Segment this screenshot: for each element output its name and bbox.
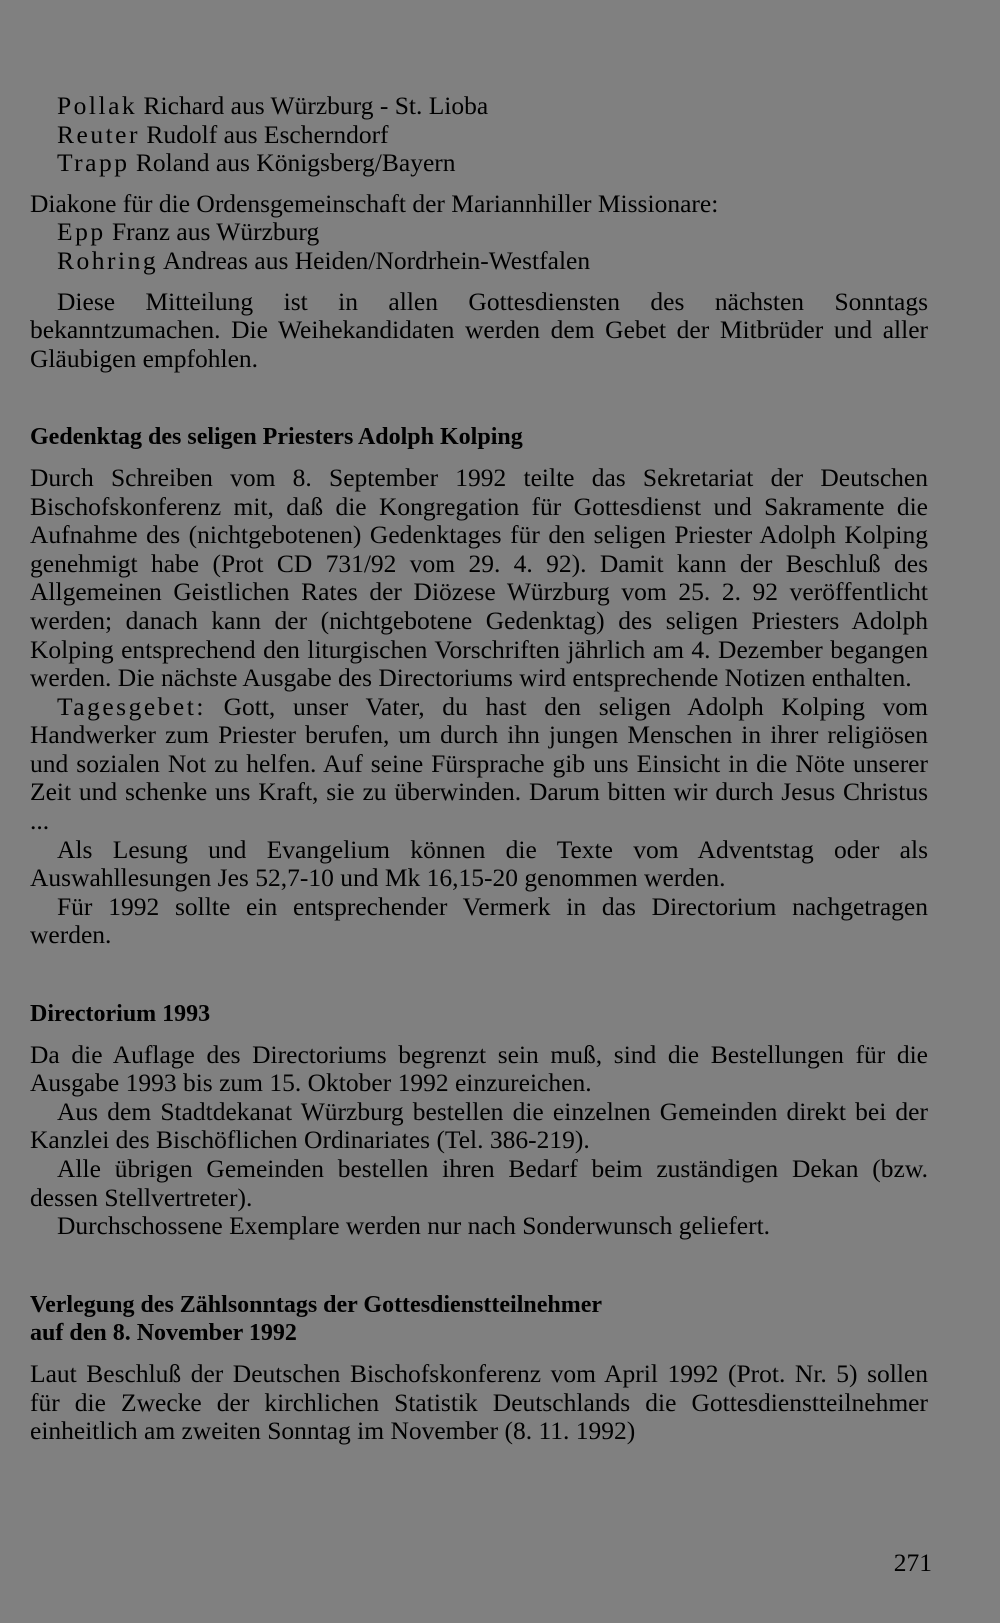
section-title-kolping: Gedenktag des seligen Priesters Adolph Kolping	[30, 424, 523, 451]
candidate-line	[57, 218, 928, 247]
kolping-paragraph: Durch Schreiben vom 8. September 1992 teilte das Sekretariat der Deutschen Bischofskonferenz mit, daß die Kongregation für Gottesdienst und Sakramente die Aufnahme des (nichtgebotenen) Gedenktages für den seligen Priester Adolph Kolping genehmigt habe (Prot CD 731/92 vom 29. 4. 92). Damit kann der Beschluß des Allgemeinen Geistlichen Rates der Diözese Würzburg vom 25. 2. 92 veröffentlicht werden; danach kann der (nichtgebotene Gedenktag) des seligen Priesters Adolph Kolping entsprechend den liturgischen Vorschriften jährlich am 4. Dezember begangen werden. Die nächste Ausgabe des Directoriums wird entsprechende Notizen enthalten.	[30, 462, 928, 693]
candidate-surname: Pollak	[57, 91, 138, 120]
mariannhill-list	[30, 218, 928, 275]
section-title-line: Verlegung des Zählsonntags der Gottesdienstteilnehmer	[30, 1291, 603, 1318]
candidate-details: Richard aus Würzburg - St. Lioba	[137, 91, 489, 120]
candidate-surname: Rohring	[57, 245, 159, 275]
candidate-details: Roland aus Königsberg/Bayern	[129, 148, 456, 178]
page-number: 271	[893, 1548, 932, 1577]
kolping-prayer	[30, 693, 928, 836]
candidate-line	[57, 149, 928, 178]
candidate-details: Franz aus Würzburg	[105, 217, 320, 247]
prayer-label: Tagesgebet:	[57, 691, 206, 721]
candidate-surname: Epp	[57, 217, 106, 247]
kolping-readings: Als Lesung und Evangelium können die Texte vom Adventstag oder als Auswahllesungen Jes 52,7-10 und Mk 16,15-20 genommen werden.	[30, 834, 928, 893]
candidate-line	[57, 92, 928, 121]
directorium-paragraph: Aus dem Stadtdekanat Würzburg bestellen die einzelnen Gemeinden direkt bei der Kanzlei des Bischöflichen Ordinariates (Tel. 386-219).	[30, 1096, 928, 1155]
candidate-line	[57, 121, 928, 150]
directorium-paragraph: Da die Auflage des Directoriums begrenzt sein muß, sind die Bestellungen für die Ausgabe 1993 bis zum 15. Oktober 1992 einzureichen.	[30, 1039, 928, 1098]
section-title-line: auf den 8. November 1992	[30, 1320, 297, 1347]
candidate-details: Rudolf aus Escherndorf	[139, 119, 389, 149]
directorium-paragraph: Alle übrigen Gemeinden bestellen ihren Bedarf beim zuständigen Dekan (bzw. dessen Stellvertreter).	[30, 1154, 928, 1212]
mariannhill-heading: Diakone für die Ordensgemeinschaft der Mariannhiller Missionare:	[30, 188, 719, 218]
candidate-list	[30, 92, 928, 178]
section-title-zaehlsonntag	[30, 1291, 928, 1348]
directorium-paragraph: Durchschossene Exemplare werden nur nach Sonderwunsch geliefert.	[57, 1211, 771, 1241]
page-content	[30, 92, 928, 1446]
kolping-note: Für 1992 sollte ein entsprechender Vermerk in das Directorium nachgetragen werden.	[30, 891, 928, 950]
candidate-details: Andreas aus Heiden/Nordrhein-Westfalen	[158, 245, 591, 275]
candidate-line	[57, 247, 928, 276]
candidate-surname: Trapp	[57, 148, 130, 178]
announcement-paragraph: Diese Mitteilung ist in allen Gottesdiensten des nächsten Sonntags bekanntzumachen. Die Weihekandidaten werden dem Gebet der Mitbrüder und aller Gläubigen empfohlen.	[30, 286, 928, 373]
prayer-text: Gott, unser Vater, du hast den seligen Adolph Kolping vom Handwerker zum Priester berufen, um durch ihn jungen Menschen in ihrer religiösen und sozialen Not zu helfen. Auf seine Fürsprache gib uns Einsicht in die Nöte unserer Zeit und schenke uns Kraft, sie zu überwinden. Darum bitten wir durch Jesus Christus ...	[30, 691, 928, 836]
zaehlsonntag-paragraph: Laut Beschluß der Deutschen Bischofskonferenz vom April 1992 (Prot. Nr. 5) sollen für die Zwecke der kirchlichen Statistik Deutschlands die Gottesdienstteilnehmer einheitlich am zweiten Sonntag im November (8. 11. 1992)	[30, 1358, 928, 1446]
section-title-directorium: Directorium 1993	[30, 1001, 211, 1028]
candidate-surname: Reuter	[57, 119, 140, 149]
